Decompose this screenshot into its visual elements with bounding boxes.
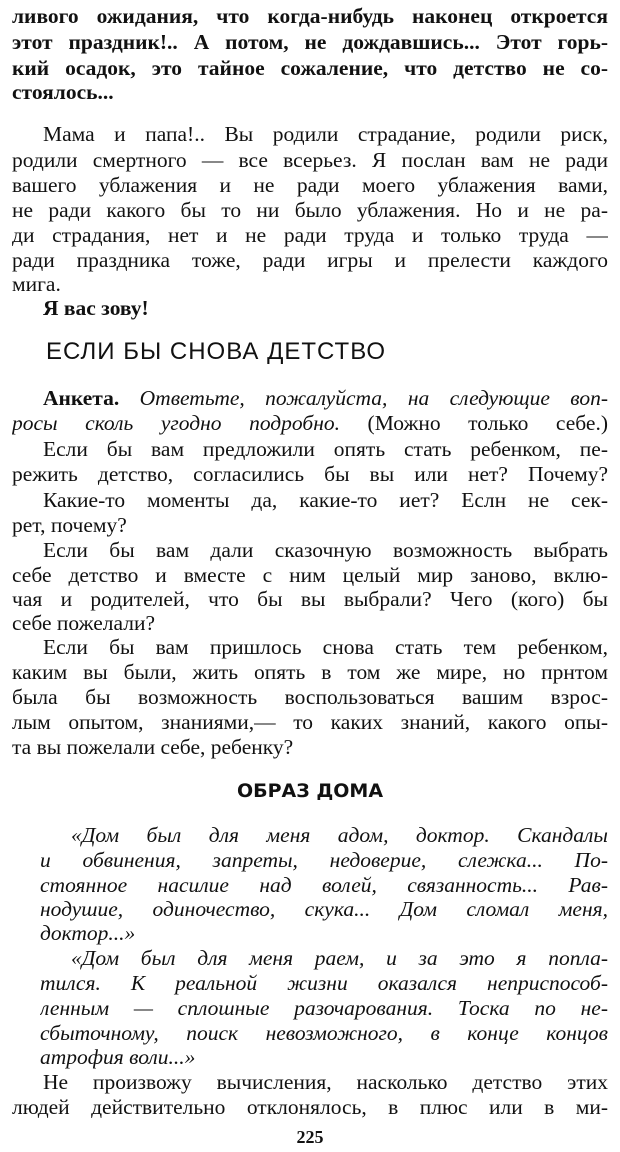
- questionnaire-intro-text: Ответьте, пожалуйста, на следующие воп-: [139, 386, 608, 410]
- text-line: вашего ублажения и не ради моего ублажения вами,: [12, 173, 608, 197]
- question-line: Если бы вам пришлось снова стать тем ребенком,: [43, 635, 608, 659]
- question-line: лым опытом, знаниями,— то каких знаний, какого опы-: [12, 710, 608, 734]
- questionnaire-intro-note: (Можно только себе.): [367, 411, 608, 435]
- questionnaire-label: Анкета.: [43, 386, 120, 410]
- text-line: этот праздник!.. А потом, не дождавшись... Этот горь-: [12, 30, 608, 54]
- section-heading-home: ОБРАЗ ДОМА: [236, 780, 384, 802]
- text-line: Мама и папа!.. Вы родили страдание, родили риск,: [43, 122, 608, 146]
- question-line: была бы возможность воспользоваться вашим взрос-: [12, 685, 608, 709]
- quote-line: тился. К реальной жизни оказался неприспособ-: [40, 971, 608, 995]
- questionnaire-intro-line: [12, 410, 608, 436]
- questionnaire-intro-line: [43, 385, 608, 411]
- page-number: 225: [296, 1127, 324, 1147]
- text-line: людей действительно отклонялось, в плюс или в ми-: [12, 1095, 608, 1119]
- question-line: Какие-то моменты да, какие-то иет? Еслн не сек-: [43, 488, 608, 512]
- question-line: себе детство и вместе с ним целый мир заново, вклю-: [12, 563, 608, 587]
- text-line: не ради какого бы то ни было ублажения. Но и не ра-: [12, 198, 608, 222]
- quote-line: «Дом был для меня адом, доктор. Скандалы: [71, 823, 608, 847]
- text-line: Не произвожу вычисления, насколько детство этих: [43, 1070, 608, 1094]
- question-line: чая и родителей, что бы вы выбрали? Чего (кого) бы: [12, 587, 608, 611]
- question-line: каким вы были, жить опять в том же мире, но прнтом: [12, 660, 608, 684]
- question-line: Если бы вам дали сказочную возможность выбрать: [43, 538, 608, 562]
- quote-line: и обвинения, запреты, недоверие, слежка... По-: [40, 848, 608, 872]
- quote-line: «Дом был для меня раем, и за это я попла-: [71, 946, 608, 970]
- text-line: ди страдания, нет и не ради труда и только труда —: [12, 223, 608, 247]
- quote-line: нодушие, одиночество, скука... Дом сломал меня,: [40, 897, 608, 921]
- text-line: Я вас зову!: [43, 296, 149, 320]
- question-line: режить детство, согласились бы вы или нет? Почему?: [12, 462, 608, 486]
- text-line: мига.: [12, 272, 61, 296]
- question-line: та вы пожелали себе, ребенку?: [12, 735, 294, 759]
- quote-line: доктор...»: [40, 921, 136, 945]
- text-line: кий осадок, это тайное сожаление, что детство не со-: [12, 56, 608, 80]
- quote-line: сбыточному, поиск невозможного, в конце концов: [40, 1021, 608, 1045]
- text-line: ливого ожидания, что когда-нибудь наконец откроется: [12, 4, 608, 28]
- question-line: себе пожелали?: [12, 611, 155, 635]
- quote-line: атрофия воли...»: [40, 1045, 196, 1069]
- text-line: стоялось...: [12, 80, 114, 104]
- text-line: родили смертного — все всерьез. Я послан вам не ради: [12, 148, 608, 172]
- text-line: ради праздника тоже, ради игры и прелести каждого: [12, 248, 608, 272]
- questionnaire-intro-text: росы сколь угодно подробно.: [12, 411, 340, 435]
- quote-line: стоянное насилие над волей, связанность... Рав-: [40, 873, 608, 897]
- question-line: рет, почему?: [12, 513, 127, 537]
- section-heading-childhood: ЕСЛИ БЫ СНОВА ДЕТСТВО: [46, 338, 387, 365]
- question-line: Если бы вам предложили опять стать ребенком, пе-: [43, 437, 608, 461]
- quote-line: ленным — сплошные разочарования. Тоска по не-: [40, 996, 608, 1020]
